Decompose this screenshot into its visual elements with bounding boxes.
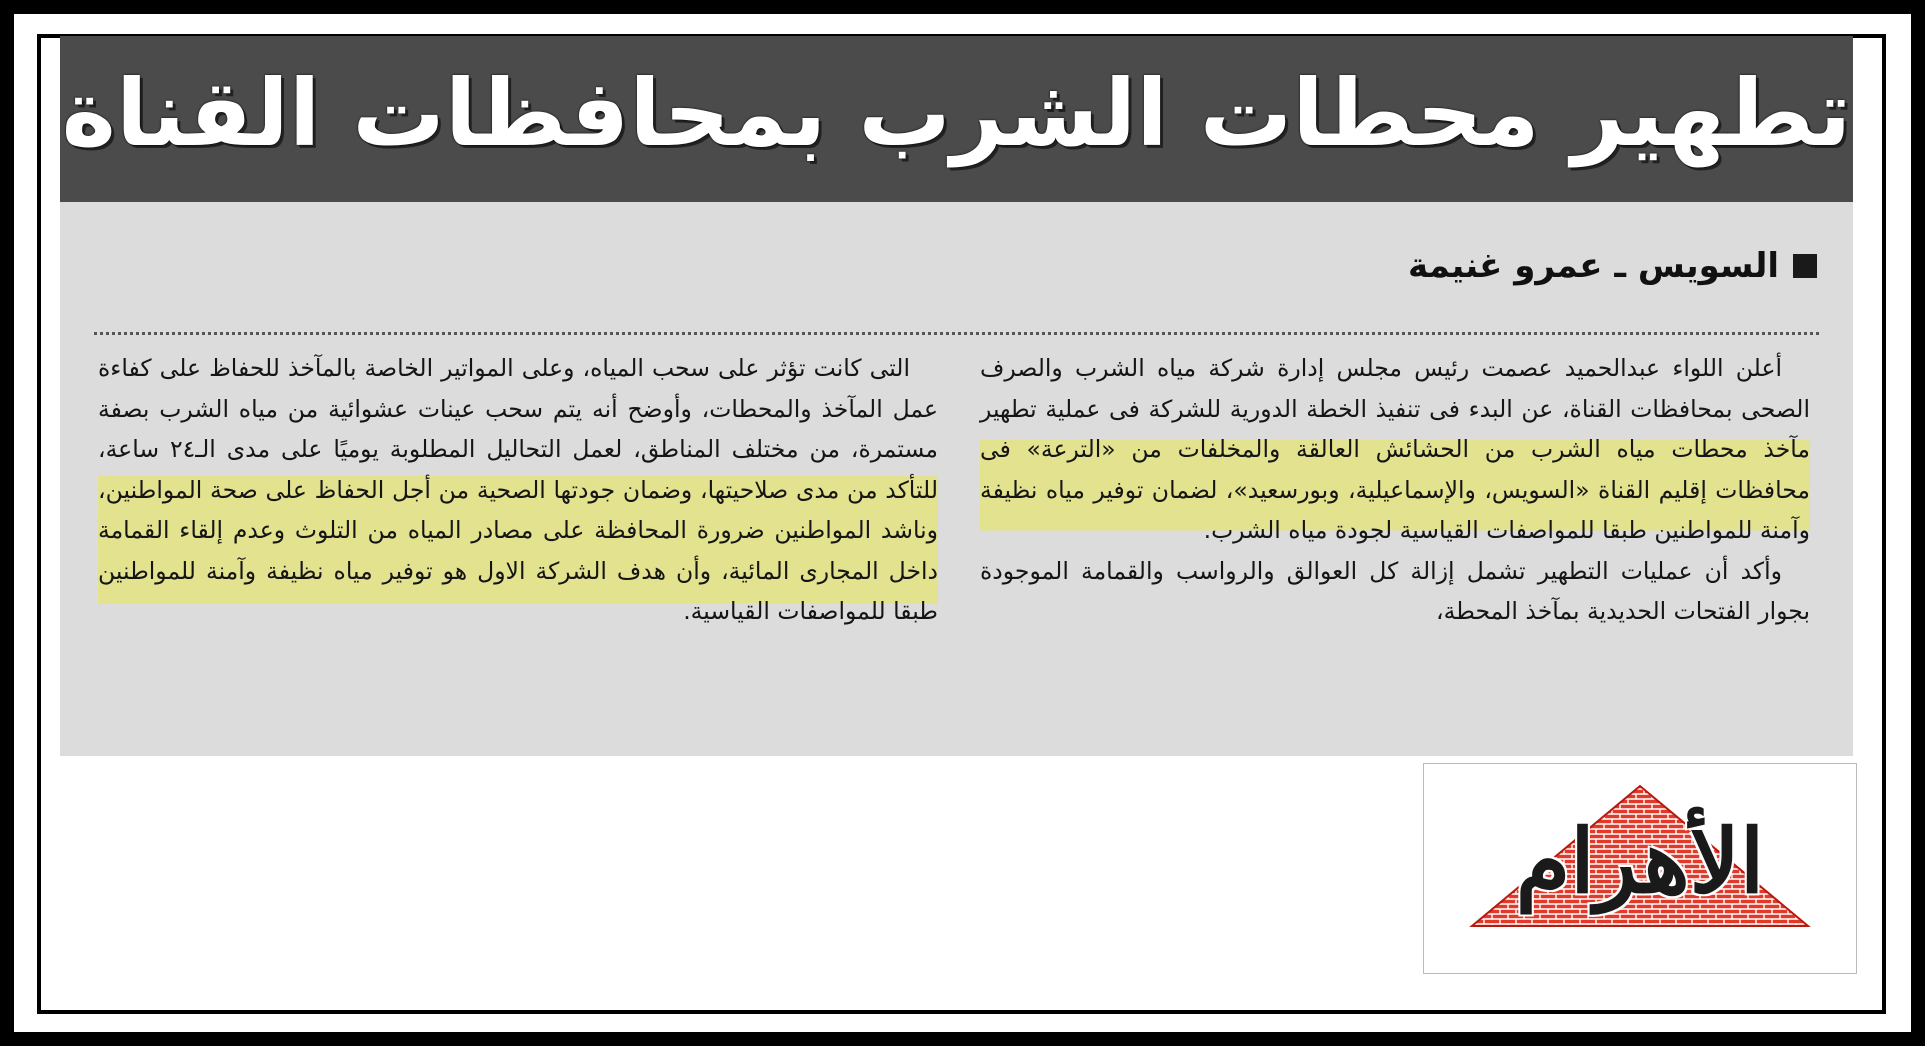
dotted-divider xyxy=(94,332,1819,335)
byline-text: السويس ـ عمرو غنيمة xyxy=(1408,246,1779,286)
article-paragraph: التى كانت تؤثر على سحب المياه، وعلى المواتير الخاصة بالمآخذ للحفاظ على كفاءة عمل المآخذ والمحطات، وأوضح أنه يتم سحب عينات عشوائية من مياه الشرب بصفة مستمرة، من مختلف المناطق، لعمل التحاليل المطلوبة يوميًا على مدى الـ٢٤ ساعة، للتأكد من مدى صلاحيتها، وضمان جودتها الصحية من أجل الحفاظ على صحة المواطنين، وناشد المواطنين ضرورة المحافظة على مصادر المياه من التلوث وعدم إلقاء القمامة داخل المجارى المائية، وأن هدف الشركة الاول هو توفير مياه نظيفة وآمنة للمواطنين طبقا للمواصفات القياسية. xyxy=(98,348,938,632)
article-paragraph: وأكد أن عمليات التطهير تشمل إزالة كل العوالق والرواسب والقمامة الموجودة بجوار الفتحات الحديدية بمآخذ المحطة، xyxy=(980,556,1810,625)
article-paragraph: أعلن اللواء عبدالحميد عصمت رئيس مجلس إدارة شركة مياه الشرب والصرف الصحى بمحافظات القناة، عن البدء فى تنفيذ الخطة الدورية للشركة فى عملية تطهير مآخذ محطات مياه الشرب من الحشائش العالقة والمخلفات من «الترعة» فى محافظات إقليم القناة «السويس، والإسماعيلية، وبورسعيد»، لضمان توفير مياه نظيفة وآمنة للمواطنين طبقا للمواصفات القياسية لجودة مياه الشرب. xyxy=(980,348,1810,551)
newspaper-logo xyxy=(1423,763,1857,974)
byline-bullet-icon xyxy=(1793,254,1817,278)
newspaper-clipping xyxy=(60,36,1853,756)
headline: تطهير محطات الشرب بمحافظات القناة xyxy=(61,60,1852,167)
article-column-right xyxy=(980,348,1810,632)
article-column-left xyxy=(98,348,938,632)
headline-bar xyxy=(60,36,1853,202)
byline xyxy=(1408,246,1817,286)
logo-wordmark: الأهرام xyxy=(1515,809,1765,913)
